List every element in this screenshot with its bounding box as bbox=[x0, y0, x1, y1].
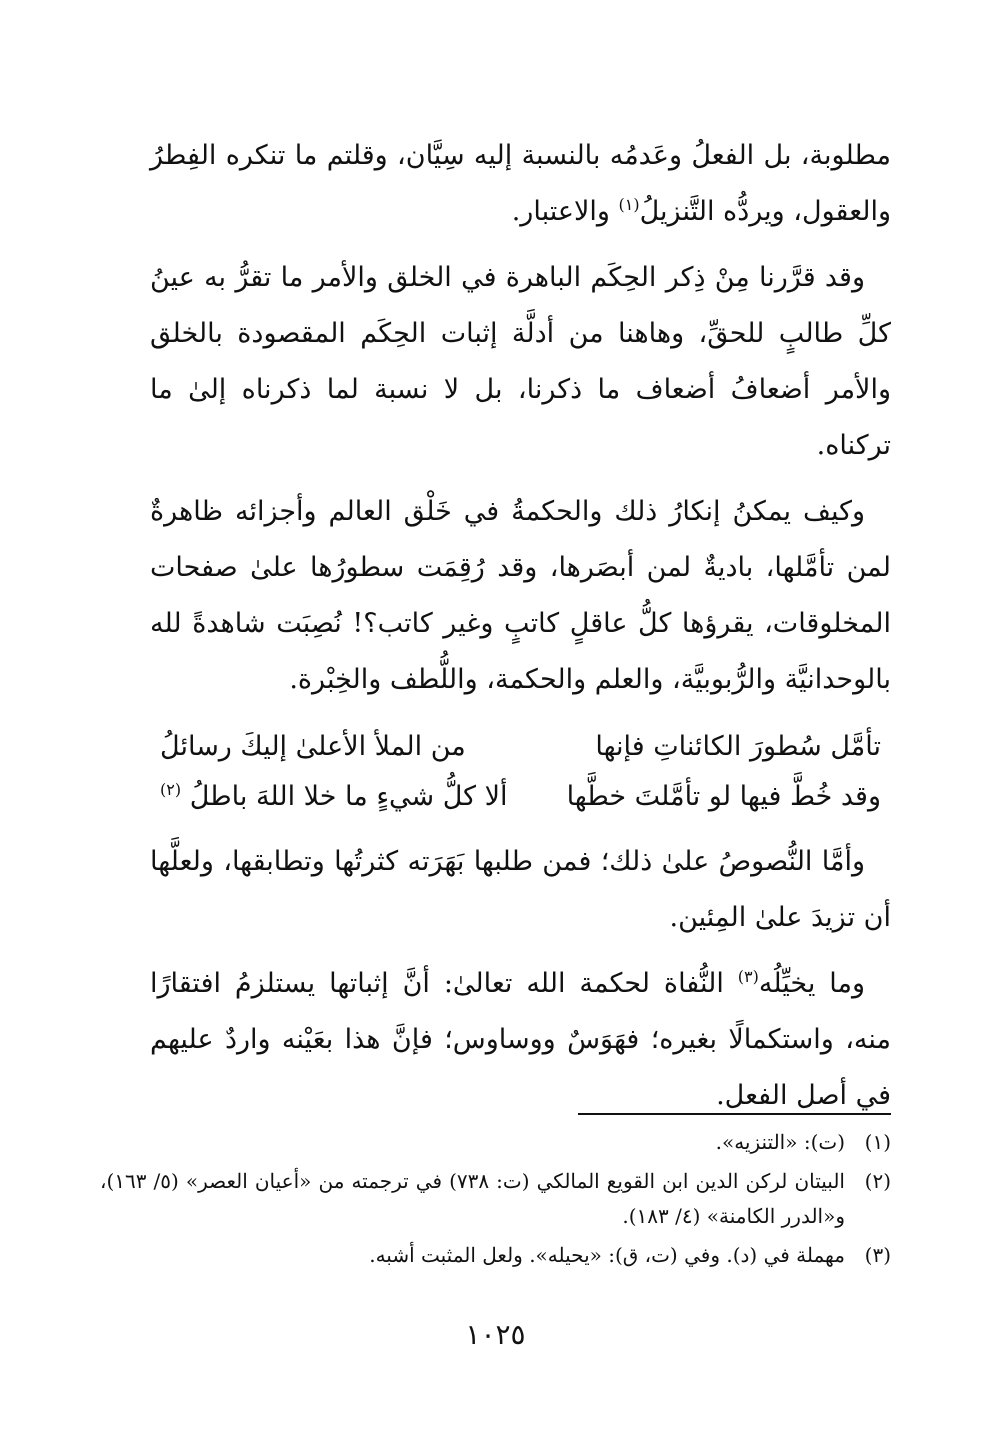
paragraph-2: وقد قرَّرنا مِنْ ذِكر الحِكَم الباهرة في الخلق والأمر ما تقرُّ به عينُ كلِّ طالبٍ للحقِّ، وهاهنا من أدلَّة إثبات الحِكَم المقصودة بالخلق والأمر أضعافُ أضعاف ما ذكرنا، بل لا نسبة لما ذكرناه إلىٰ ما تركناه. bbox=[150, 262, 891, 461]
verse-line-2 bbox=[150, 772, 891, 822]
footnote-2-text: البيتان لركن الدين ابن القويع المالكي (ت: ٧٣٨) في ترجمته من «أعيان العصر» (٥/ ١٦٣)، و«الدرر الكامنة» (٤/ ١٨٣). bbox=[100, 1169, 845, 1228]
footnote-1 bbox=[100, 1125, 891, 1160]
verse-1-first-hemistich: تأمَّل سُطورَ الكائناتِ فإنها bbox=[595, 731, 881, 762]
paragraph-5-text-end: النُّفاة لحكمة الله تعالىٰ: أنَّ إثباتها يستلزمُ افتقارًا منه، واستكمالًا بغيره؛ فهَوَسٌ ووساوس؛ فإنَّ هذا بعَيْنه واردٌ عليهم في أصل الفعل. bbox=[150, 968, 891, 1111]
footnote-2 bbox=[100, 1164, 891, 1234]
paragraph-5 bbox=[150, 956, 891, 1124]
footnotes-section bbox=[100, 1125, 891, 1277]
paragraph-1 bbox=[150, 128, 891, 240]
footnote-3-text: مهملة في (د). وفي (ت، ق): «يحيله». ولعل المثبت أشبه. bbox=[369, 1243, 845, 1267]
footnote-1-text: (ت): «التنزيه». bbox=[715, 1130, 845, 1154]
main-text bbox=[150, 128, 891, 1134]
paragraph-3: وكيف يمكنُ إنكارُ ذلك والحكمةُ في خَلْق العالم وأجزائه ظاهرةٌ لمن تأمَّلها، باديةٌ لمن أبصَرها، وقد رُقِمَت سطورُها علىٰ صفحات المخلوقات، يقرؤها كلُّ عاقلٍ كاتبٍ وغير كاتب؟! نُصِبَت شاهدةً لله بالوحدانيَّة والرُّبوبيَّة، والعلم والحكمة، واللُّطف والخِبْرة. bbox=[150, 496, 891, 695]
verse-2-second-hemistich: ألا كلُّ شيءٍ ما خلا اللهَ باطلُ bbox=[189, 781, 508, 812]
footnote-ref-1[interactable]: (١) bbox=[618, 195, 640, 214]
footnote-3-number: (٣) bbox=[864, 1243, 891, 1267]
verse-2-first-hemistich: وقد خُطَّ فيها لو تأمَّلتَ خطَّها bbox=[566, 781, 881, 812]
paragraph-1-text: مطلوبة، بل الفعلُ وعَدمُه بالنسبة إليه سِيَّان، وقلتم ما تنكره الفِطرُ والعقول، ويردُّه التَّنزيلُ bbox=[150, 140, 891, 227]
paragraph-4: وأمَّا النُّصوصُ علىٰ ذلك؛ فمن طلبها بَهَرَته كثرتُها وتطابقها، ولعلَّها أن تزيدَ علىٰ المِئين. bbox=[150, 846, 891, 933]
poem-verses bbox=[150, 722, 891, 822]
footnote-ref-3[interactable]: (٣) bbox=[737, 967, 759, 986]
verse-line-1 bbox=[150, 722, 891, 772]
paragraph-5-text: وما يخيِّلُه bbox=[758, 968, 865, 999]
page-number: ١٠٢٥ bbox=[465, 1318, 526, 1351]
verse-1-second-hemistich: من الملأ الأعلىٰ إليكَ رسائلُ bbox=[160, 731, 466, 762]
footnote-1-number: (١) bbox=[864, 1130, 891, 1154]
footnote-2-number: (٢) bbox=[864, 1169, 891, 1193]
paragraph-1-text-end: والاعتبار. bbox=[511, 196, 619, 227]
verse-2-second-hemistich-wrap bbox=[160, 772, 508, 822]
footnote-separator bbox=[578, 1113, 891, 1115]
footnote-3 bbox=[100, 1238, 891, 1273]
footnote-ref-2[interactable]: (٢) bbox=[160, 780, 182, 799]
